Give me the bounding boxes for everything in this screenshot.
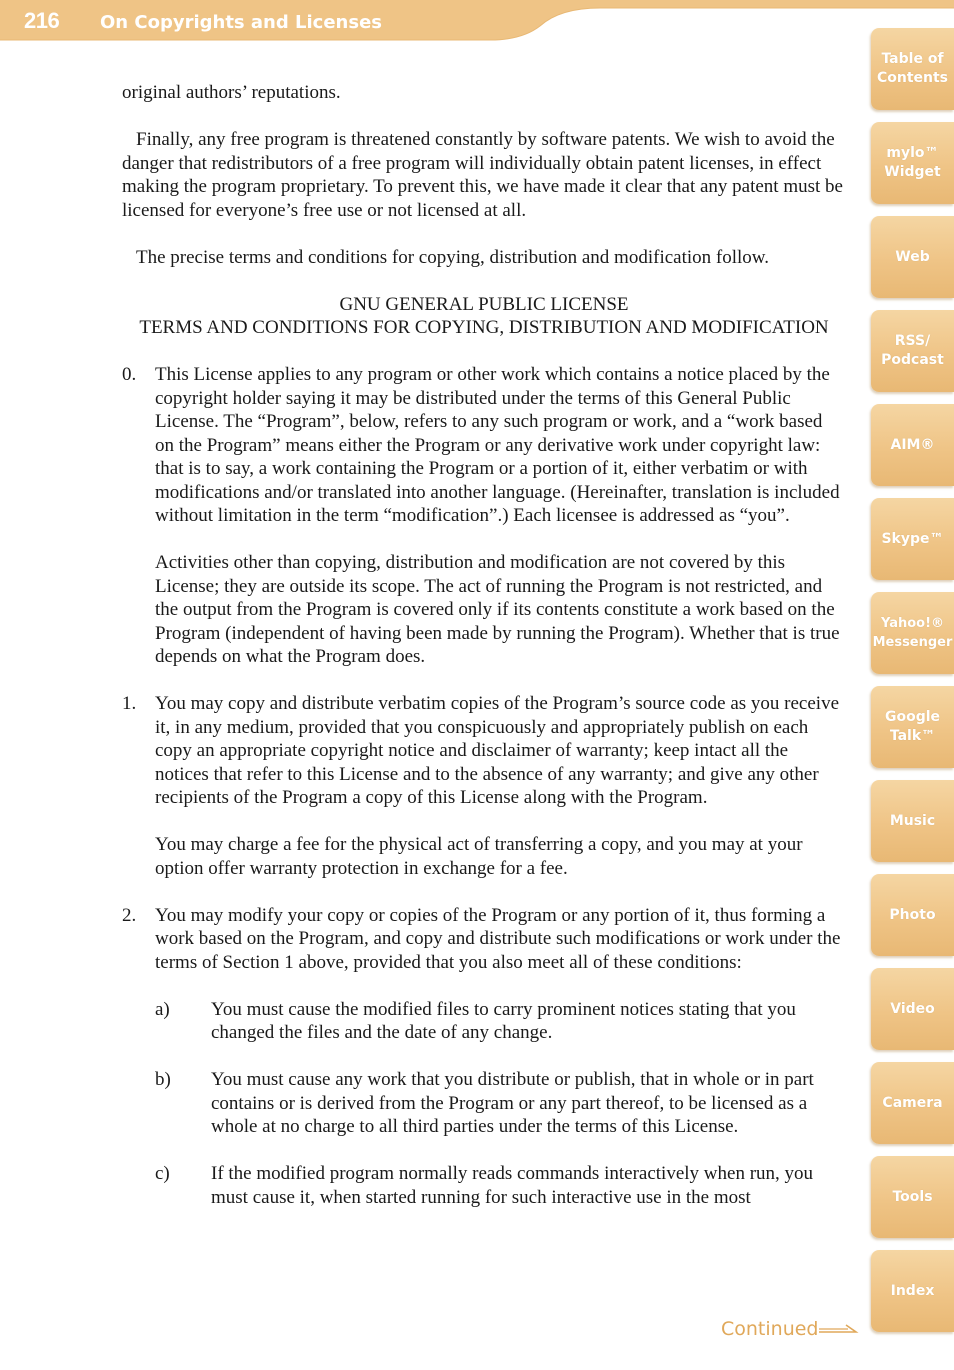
tab-label: Music — [889, 812, 936, 829]
tab-label: RSS/ Podcast — [881, 333, 944, 368]
item-number: 0. — [122, 364, 137, 385]
page-header — [0, 0, 954, 44]
tab-label: Web — [895, 248, 930, 265]
tab-label: Yahoo!® Messenger — [872, 616, 953, 650]
tab-label: Tools — [892, 1188, 933, 1205]
item-body — [155, 692, 846, 880]
sub-item-letter: b) — [155, 1069, 171, 1090]
tab-web[interactable] — [871, 216, 954, 298]
paragraph: You may copy and distribute verbatim copies of the Program’s source code as you receive it, in any medium, provided that you conspicuously and appropriately publish on each copy an appropriate copyright notice and disclaimer of warranty; keep intact all the notices that refer to this License and to the absence of any warranty; and give any other recipients of the Program a copy of this License along with the Program. — [155, 693, 839, 808]
tab-google-talk[interactable] — [871, 686, 954, 768]
paragraph: You may modify your copy or copies of the Program or any portion of it, thus forming a work based on the Program, and copy and distribute such modifications or work under the terms of Section 1 above, provided that you also meet all of these conditions: — [155, 904, 841, 973]
tab-label: Photo — [889, 906, 936, 923]
tab-label: Table of Contents — [876, 51, 949, 86]
tab-label: Camera — [882, 1094, 943, 1111]
sub-item-text: You must cause any work that you distribute or publish, that in whole or in part contains or is derived from the Program or any part thereof, to be licensed as a whole at no charge to all third parties under the terms of this License. — [211, 1069, 814, 1137]
paragraph: Activities other than copying, distribution and modification are not covered by this License; they are outside its scope. The act of running the Program is not restricted, and the output from the Program is covered only if its contents constitute a work based on the Program (independent of having been made by running the Program). Whether that is true depends on what the Program does. — [155, 552, 840, 667]
tab-tools[interactable] — [871, 1156, 954, 1238]
item-number: 2. — [122, 904, 137, 926]
page-number: 216 — [24, 8, 60, 33]
tab-rss-podcast[interactable] — [871, 310, 954, 392]
tab-skype[interactable] — [871, 498, 954, 580]
license-title: GNU GENERAL PUBLIC LICENSE — [339, 293, 629, 315]
continued-arrow-icon — [818, 1322, 860, 1336]
sub-item-letter: c) — [155, 1163, 170, 1184]
list-item-0 — [122, 363, 846, 669]
tab-label: Skype™ — [881, 530, 944, 547]
paragraph: You may charge a fee for the physical act of transferring a copy, and you may at your option offer warranty protection in exchange for a fee. — [155, 834, 803, 879]
list-item-1 — [122, 692, 846, 880]
sub-item-letter: a) — [155, 998, 170, 1020]
list-item-2 — [122, 904, 846, 1233]
item-body — [155, 904, 846, 1233]
tab-label: Index — [890, 1282, 935, 1299]
license-heading — [122, 293, 846, 340]
tab-camera[interactable] — [871, 1062, 954, 1144]
tab-label: Video — [890, 1000, 935, 1017]
tab-aim[interactable] — [871, 404, 954, 486]
paragraph: This License applies to any program or other work which contains a notice placed by the copyright holder saying it may be distributed under the terms of this General Public License. The “Program”, below, refers to any such program or work, and a “work based on the Program” means either the Program or any derivative work under copyright law: that is to say, a work containing the Program or a portion of it, either verbatim or with modifications and/or translated into another language. (Hereinafter, translation is included without limitation in the term “modification”.) Each licensee is addressed as “you”. — [155, 364, 840, 526]
sub-item-text: You must cause the modified files to carry prominent notices stating that you changed the files and the date of any change. — [211, 998, 796, 1043]
paragraph: The precise terms and conditions for copying, distribution and modification follow. — [136, 246, 770, 268]
tab-table-of-contents[interactable] — [871, 28, 954, 110]
continued-label: Continued — [721, 1318, 819, 1340]
tab-label: AIM® — [890, 436, 935, 453]
sub-item-a — [155, 998, 846, 1045]
tab-label: mylo™ Widget — [884, 145, 941, 180]
item-body — [155, 363, 846, 669]
tab-label: Google Talk™ — [884, 709, 941, 744]
document-body — [122, 81, 846, 1256]
sub-item-b — [155, 1068, 846, 1139]
license-subtitle: TERMS AND CONDITIONS FOR COPYING, DISTRIBUTION AND MODIFICATION — [139, 317, 829, 338]
item-number: 1. — [122, 693, 137, 714]
tab-photo[interactable] — [871, 874, 954, 956]
sub-item-c — [155, 1162, 846, 1209]
tab-music[interactable] — [871, 780, 954, 862]
paragraph: Finally, any free program is threatened constantly by software patents. We wish to avoid the danger that redistributors of a free program will individually obtain patent licenses, in effect making the program proprietary. To prevent this, we have made it clear that any patent must be licensed for everyone’s free use or not licensed at all. — [122, 129, 843, 221]
tab-index[interactable] — [871, 1250, 954, 1332]
paragraph: original authors’ reputations. — [122, 82, 341, 103]
section-title: On Copyrights and Licenses — [100, 12, 382, 33]
tab-yahoo-messenger[interactable] — [871, 592, 954, 674]
tab-mylo-widget[interactable] — [871, 122, 954, 204]
tab-video[interactable] — [871, 968, 954, 1050]
sub-item-text: If the modified program normally reads commands interactively when run, you must cause it, when started running for such interactive use in the most — [211, 1163, 814, 1208]
